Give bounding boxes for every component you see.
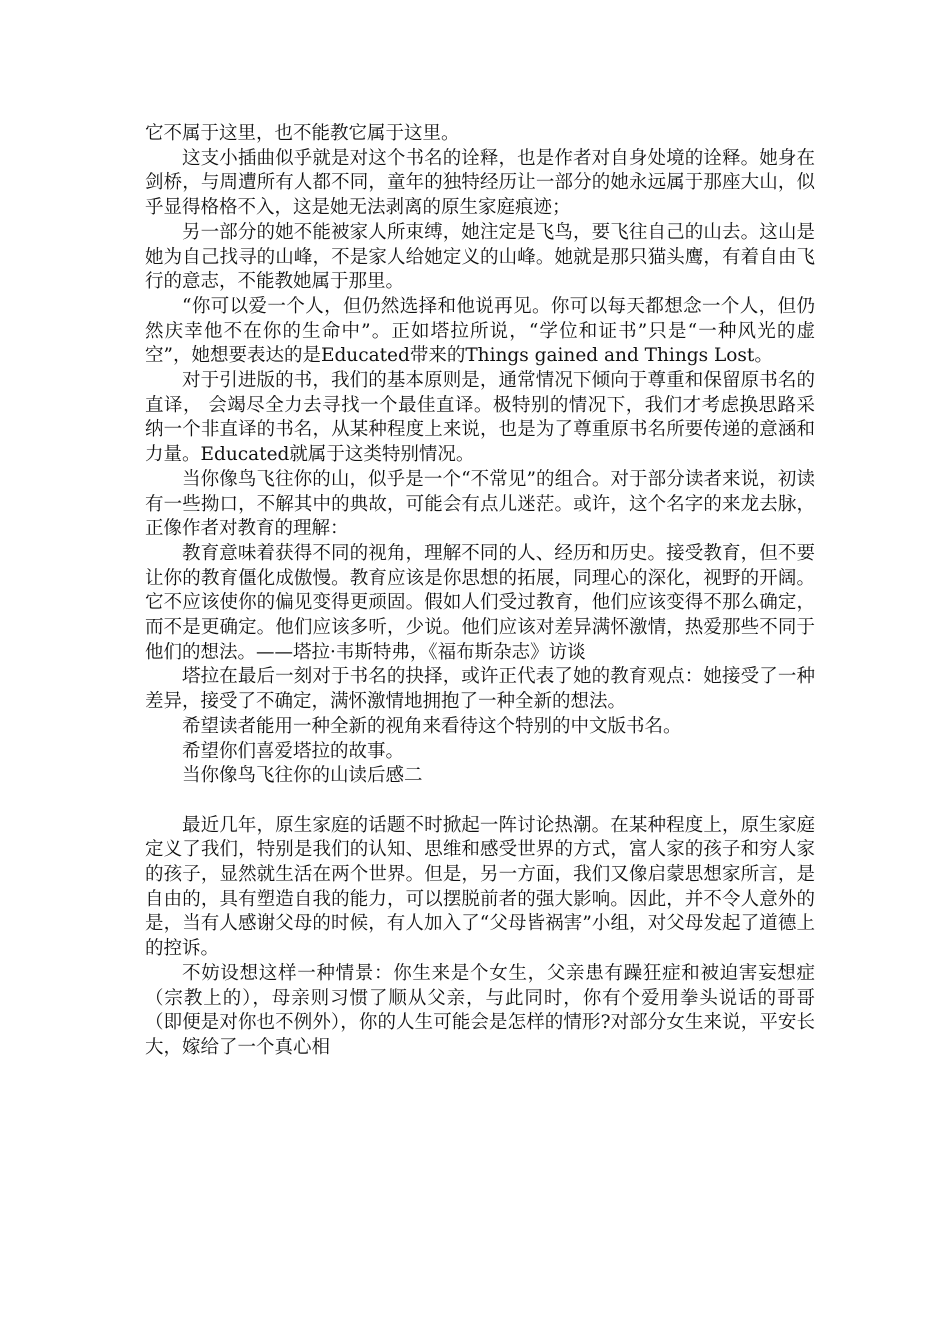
paragraph: “你可以爱一个人，但仍然选择和他说再见。你可以每天都想念一个人，但仍然庆幸他不在你的生命中”。正如塔拉所说，“学位和证书”只是“一种风光的虚空”，她想要表达的是Educated带来的Things gained and Things Lost。 [145, 295, 815, 367]
paragraph: 它不属于这里，也不能教它属于这里。 [145, 123, 460, 144]
paragraph: 希望你们喜爱塔拉的故事。 [182, 740, 405, 762]
paragraph: 这支小插曲似乎就是对这个书名的诠释，也是作者对自身处境的诠释。她身在剑桥，与周遭所有人都不同，童年的独特经历让一部分的她永远属于那座大山，似乎显得格格不入，这是她无法剥离的原生家庭痕迹； [145, 147, 815, 219]
paragraph: 另一部分的她不能被家人所束缚，她注定是飞鸟，要飞往自己的山去。这山是她为自己找寻的山峰，不是家人给她定义的山峰。她就是那只猫头鹰，有着自由飞行的意志，不能教她属于那里。 [145, 221, 815, 293]
paragraph: 不妨设想这样一种情景：你生来是个女生，父亲患有躁狂症和被迫害妄想症（宗教上的），母亲则习惯了顺从父亲，与此同时，你有个爱用拳头说话的哥哥（即便是对你也不例外），你的人生可能会是怎样的情形?对部分女生来说，平安长大，嫁给了一个真心相 [145, 962, 815, 1058]
paragraph: 最近几年，原生家庭的话题不时掀起一阵讨论热潮。在某种程度上，原生家庭定义了我们，特别是我们的认知、思维和感受世界的方式，富人家的孩子和穷人家的孩子，显然就生活在两个世界。但是，另一方面，我们又像启蒙思想家所言，是自由的，具有塑造自我的能力，可以摆脱前者的强大影响。因此，并不令人意外的是，当有人感谢父母的时候，有人加入了“父母皆祸害”小组，对父母发起了道德上的控诉。 [145, 814, 815, 960]
blank-line [145, 789, 815, 814]
document-body [145, 122, 815, 1061]
quote-paragraph: 教育意味着获得不同的视角，理解不同的人、经历和历史。接受教育，但不要让你的教育僵化成傲慢。教育应该是你思想的拓展，同理心的深化，视野的开阔。它不应该使你的偏见变得更顽固。假如人们受过教育，他们应该变得不那么确定，而不是更确定。他们应该多听，少说。他们应该对差异满怀激情，热爱那些不同于他们的想法。——塔拉·韦斯特弗，《福布斯杂志》访谈 [145, 542, 815, 663]
section-heading: 当你像鸟飞往你的山读后感二 [182, 765, 423, 787]
paragraph: 希望读者能用一种全新的视角来看待这个特别的中文版书名。 [182, 715, 682, 737]
paragraph: 对于引进版的书，我们的基本原则是，通常情况下倾向于尊重和保留原书名的直译， 会竭尽全力去寻找一个最佳直译。极特别的情况下，我们才考虑换思路采纳一个非直译的书名，从某种程度上来说，也是为了尊重原书名所要传递的意涵和力量。Educated就属于这类特别情况。 [145, 370, 815, 466]
paragraph: 当你像鸟飞往你的山，似乎是一个“不常见”的组合。对于部分读者来说，初读有一些拗口，不解其中的典故，可能会有点儿迷茫。或许，这个名字的来龙去脉，正像作者对教育的理解： [145, 468, 815, 540]
paragraph: 塔拉在最后一刻对于书名的抉择，或许正代表了她的教育观点：她接受了一种差异，接受了不确定，满怀激情地拥抱了一种全新的想法。 [145, 666, 815, 713]
